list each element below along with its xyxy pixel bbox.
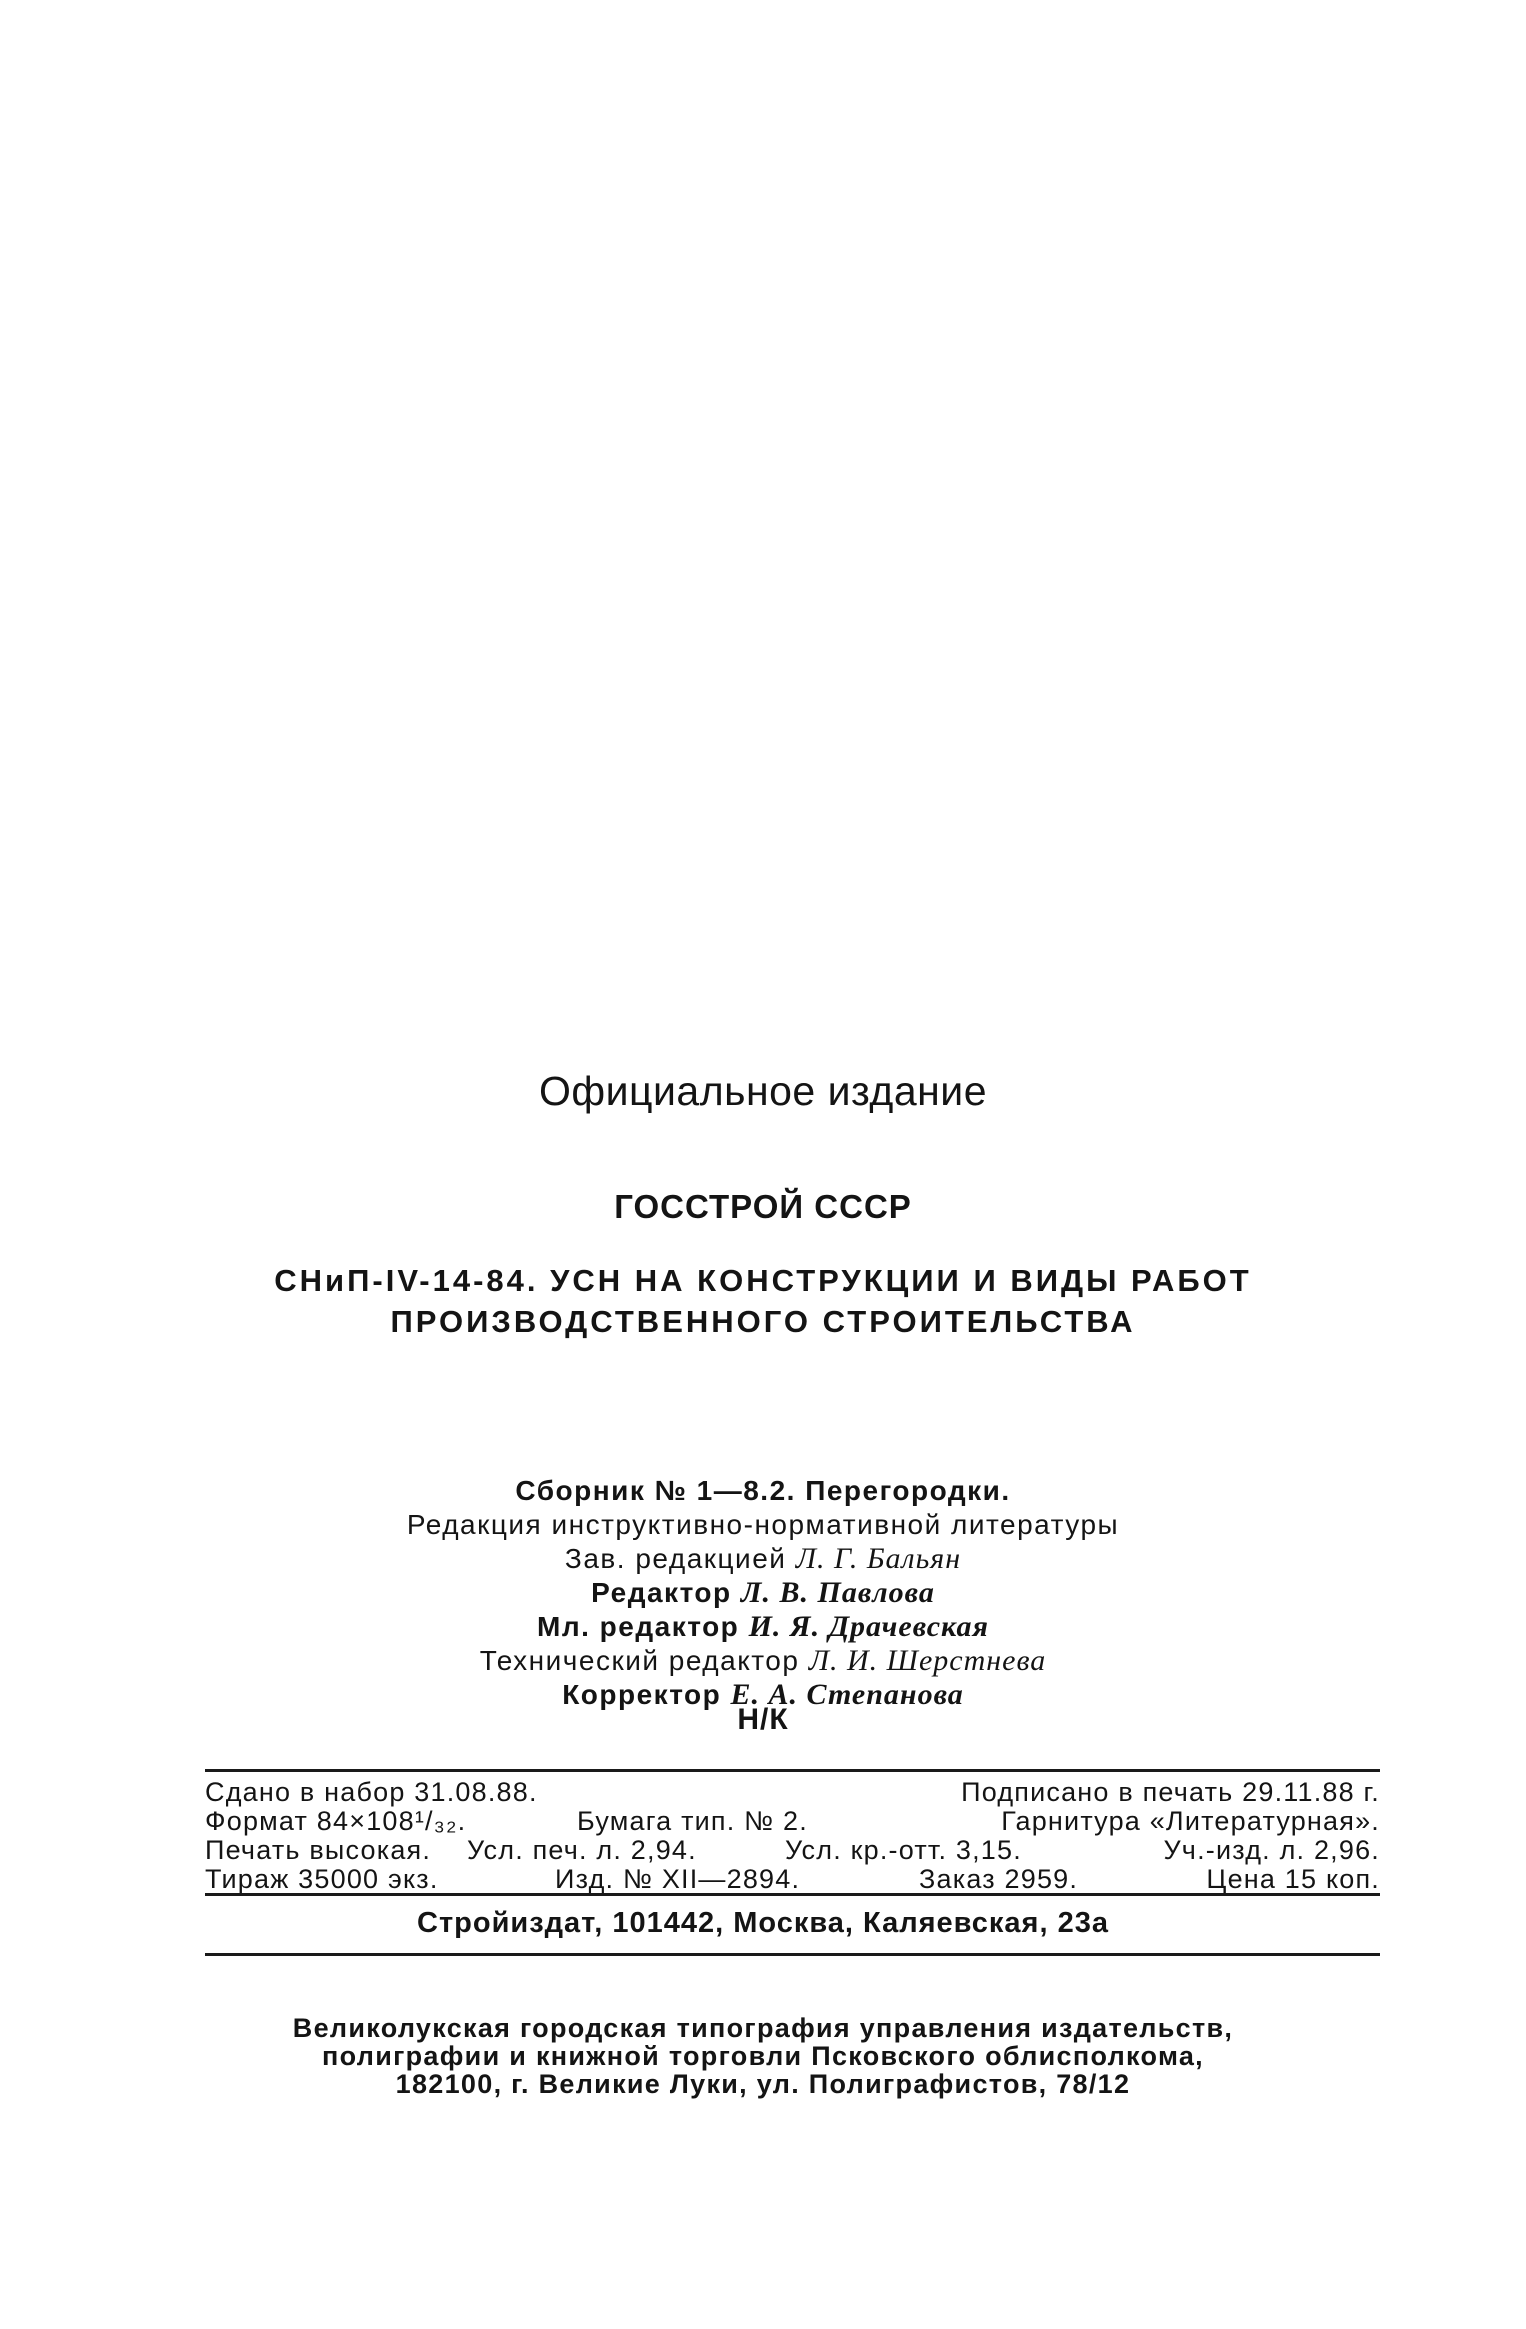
spec-price: Цена 15 коп. xyxy=(1206,1864,1380,1894)
collection-line: Сборник № 1—8.2. Перегородки. xyxy=(515,1475,1011,1506)
spec-edition-number: Изд. № XII—2894. xyxy=(555,1864,801,1894)
spec-paper: Бумага тип. № 2. xyxy=(577,1806,808,1836)
spec-order: Заказ 2959. xyxy=(919,1864,1079,1894)
printer-line-3: 182100, г. Великие Луки, ул. Полиграфистов, 78/12 xyxy=(395,2069,1131,2099)
organization-name: ГОССТРОЙ СССР xyxy=(614,1188,912,1225)
publisher-line: Стройиздат, 101442, Москва, Каляевская, 23а xyxy=(417,1907,1109,1939)
editor-label: Редактор xyxy=(591,1577,732,1608)
nk-mark: Н/К xyxy=(737,1703,789,1736)
spec-format: Формат 84×108¹/₃₂. xyxy=(205,1806,467,1836)
document-title-line-2: ПРОИЗВОДСТВЕННОГО СТРОИТЕЛЬСТВА xyxy=(390,1304,1136,1339)
tech-editor-name: Л. И. Шерстнева xyxy=(808,1644,1047,1677)
divider-top xyxy=(205,1769,1380,1772)
spec-circulation: Тираж 35000 экз. xyxy=(205,1864,439,1894)
junior-editor-name: И. Я. Драчевская xyxy=(748,1610,989,1643)
printer-line-1: Великолукская городская типография управления издательств, xyxy=(292,2013,1234,2043)
print-specs-block xyxy=(205,1778,1380,1894)
spec-print-sheets: Усл. печ. л. 2,94. xyxy=(467,1835,697,1865)
junior-editor-line xyxy=(0,1610,1526,1644)
tech-editor-label: Технический редактор xyxy=(479,1645,800,1676)
editor-name: Л. В. Павлова xyxy=(740,1576,935,1609)
specs-row-3 xyxy=(205,1836,1380,1865)
specs-row-4 xyxy=(205,1865,1380,1894)
head-name: Л. Г. Бальян xyxy=(795,1542,962,1575)
credits-block xyxy=(0,1474,1526,1712)
divider-bottom xyxy=(205,1953,1380,1956)
proofreader-name: Е. А. Степанова xyxy=(730,1678,964,1711)
spec-typeface: Гарнитура «Литературная». xyxy=(1001,1806,1380,1836)
divider-middle xyxy=(205,1893,1380,1896)
proofreader-label: Корректор xyxy=(562,1679,722,1710)
specs-row-1 xyxy=(205,1778,1380,1807)
spec-color-prints: Усл. кр.-отт. 3,15. xyxy=(785,1835,1022,1865)
document-title-line-1: СНиП-IV-14-84. УСН НА КОНСТРУКЦИИ И ВИДЫ РАБОТ xyxy=(274,1263,1252,1298)
spec-typeset-date: Сдано в набор 31.08.88. xyxy=(205,1777,538,1807)
printer-line-2: полиграфии и книжной торговли Псковского облисполкома, xyxy=(322,2041,1204,2071)
spec-pub-sheets: Уч.-изд. л. 2,96. xyxy=(1163,1835,1380,1865)
head-label: Зав. редакцией xyxy=(564,1543,787,1574)
head-of-office-line xyxy=(0,1542,1526,1576)
spec-signed-date: Подписано в печать 29.11.88 г. xyxy=(961,1777,1380,1807)
official-edition-label: Официальное издание xyxy=(538,1068,987,1114)
editor-line xyxy=(0,1576,1526,1610)
tech-editor-line xyxy=(0,1644,1526,1678)
junior-editor-label: Мл. редактор xyxy=(537,1611,740,1642)
specs-row-2 xyxy=(205,1807,1380,1836)
spec-printing: Печать высокая. xyxy=(205,1835,432,1865)
printer-block xyxy=(0,2014,1526,2098)
editorial-office-line: Редакция инструктивно-нормативной литературы xyxy=(406,1509,1120,1540)
